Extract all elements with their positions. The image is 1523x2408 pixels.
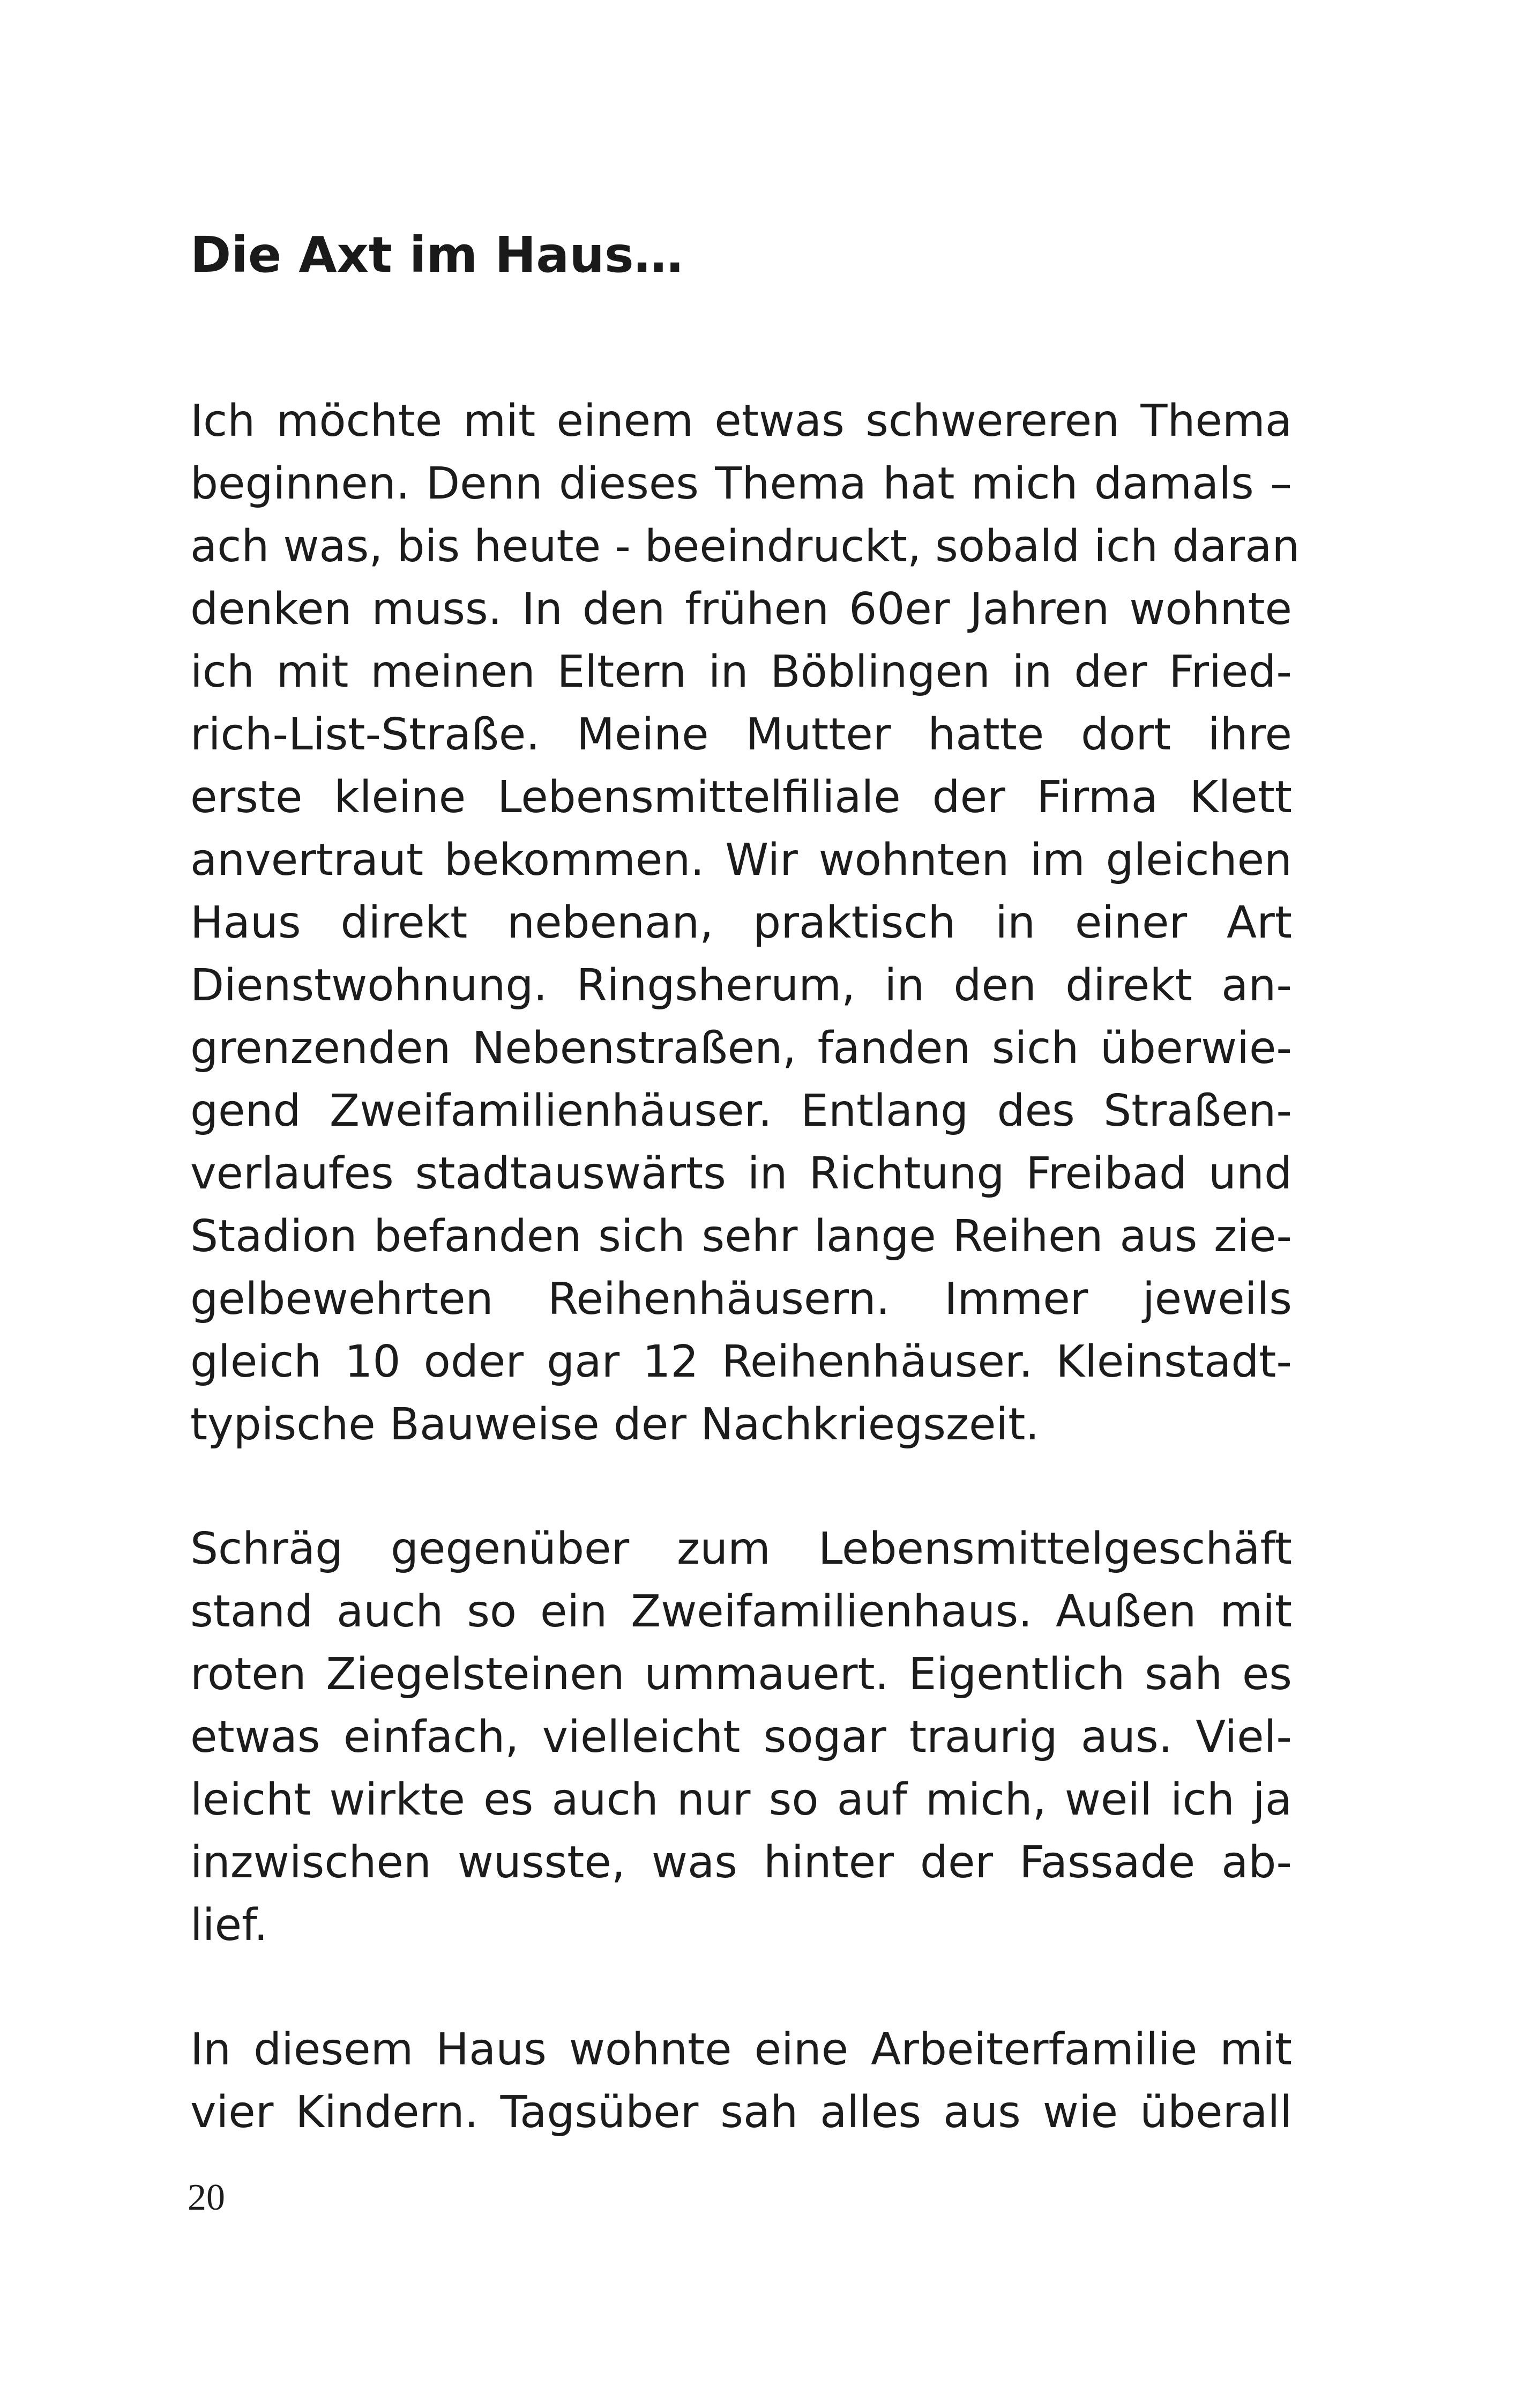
text-line: gleich 10 oder gar 12 Reihenhäuser. Kleinstadt- — [190, 1336, 1292, 1387]
paragraph-2 — [190, 1518, 1292, 1957]
text-line: roten Ziegelsteinen ummauert. Eigentlich sah es — [190, 1649, 1292, 1700]
text-line: lief. — [190, 1900, 268, 1951]
text-line: etwas einfach, vielleicht sogar traurig aus. Viel- — [190, 1712, 1292, 1763]
text-line: anvertraut bekommen. Wir wohnten im gleichen — [190, 835, 1292, 886]
text-line: Stadion befanden sich sehr lange Reihen aus zie- — [190, 1211, 1292, 1262]
text-line: Haus direkt nebenan, praktisch in einer Art — [190, 897, 1292, 948]
text-line: ach was, bis heute - beeindruckt, sobald ich daran — [190, 521, 1300, 572]
text-line: Dienstwohnung. Ringsherum, in den direkt an- — [190, 960, 1292, 1011]
page-number: 20 — [188, 2177, 225, 2218]
text-line: beginnen. Denn dieses Thema hat mich damals – — [190, 458, 1292, 509]
paragraph-3 — [190, 2018, 1292, 2144]
chapter-title: Die Axt im Haus… — [190, 226, 683, 284]
text-line: ich mit meinen Eltern in Böblingen in der Fried- — [190, 646, 1292, 697]
text-line: denken muss. In den frühen 60er Jahren wohnte — [190, 584, 1292, 635]
text-line: Schräg gegenüber zum Lebensmittelgeschäft — [190, 1523, 1292, 1574]
text-line: verlaufes stadtauswärts in Richtung Freibad und — [190, 1148, 1292, 1199]
text-line: stand auch so ein Zweifamilienhaus. Außen mit — [190, 1586, 1292, 1637]
text-line: gelbewehrten Reihenhäusern. Immer jeweils — [190, 1274, 1292, 1325]
paragraph-1 — [190, 390, 1300, 1456]
text-line: vier Kindern. Tagsüber sah alles aus wie überall — [190, 2087, 1292, 2138]
text-line: leicht wirkte es auch nur so auf mich, weil ich ja — [190, 1774, 1292, 1825]
text-line: inzwischen wusste, was hinter der Fassade ab- — [190, 1837, 1292, 1888]
text-line: grenzenden Nebenstraßen, fanden sich überwie- — [190, 1023, 1292, 1074]
text-line: rich-List-Straße. Meine Mutter hatte dort ihre — [190, 709, 1292, 760]
text-line: Ich möchte mit einem etwas schwereren Thema — [190, 396, 1292, 447]
text-line: typische Bauweise der Nachkriegszeit. — [190, 1399, 1040, 1450]
text-line: In diesem Haus wohnte eine Arbeiterfamilie mit — [190, 2024, 1292, 2075]
text-line: erste kleine Lebensmittelfiliale der Firma Klett — [190, 772, 1292, 823]
text-line: gend Zweifamilienhäuser. Entlang des Straßen- — [190, 1086, 1292, 1136]
